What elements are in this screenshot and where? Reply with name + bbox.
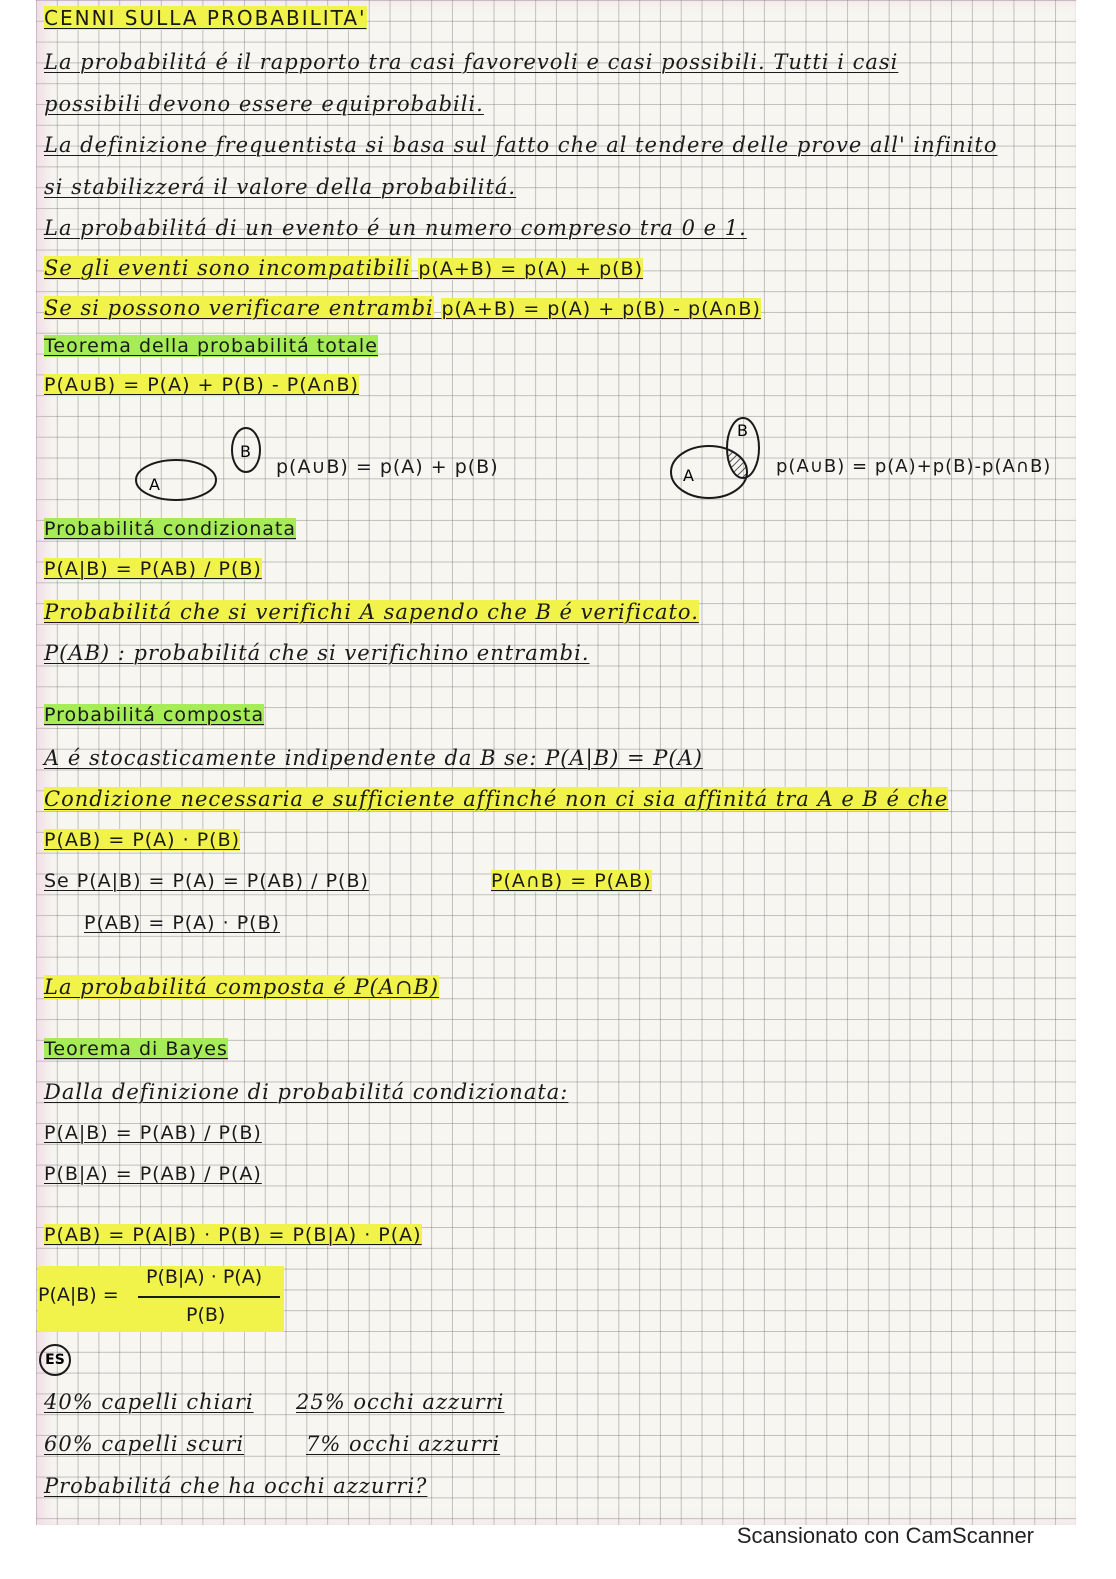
compound-line-5: P(AB) = P(A) · P(B) <box>84 912 281 934</box>
compound-heading: Probabilitá composta <box>44 704 265 726</box>
venn-disjoint-formula: p(A∪B) = p(A) + p(B) <box>276 456 499 478</box>
bayes-formula-denominator: P(B) <box>186 1304 226 1326</box>
intro-line-3: La definizione frequentista si basa sul fatto che al tendere delle prove all' infinito <box>44 133 998 157</box>
total-probability-formula: P(A∪B) = P(A) + P(B) - P(A∩B) <box>44 374 359 396</box>
example-row-1-right: 25% occhi azzurri <box>296 1390 505 1414</box>
total-probability-heading: Teorema della probabilitá totale <box>44 335 378 357</box>
intro-line-4: si stabilizzerá il valore della probabilitá. <box>44 175 517 199</box>
bayes-fraction-bar <box>138 1296 280 1298</box>
example-row-2-right: 7% occhi azzurri <box>306 1432 501 1456</box>
venn-overlap-diagram <box>661 410 771 505</box>
compound-line-6: La probabilitá composta é P(A∩B) <box>44 975 440 999</box>
example-question: Probabilitá che ha occhi azzurri? <box>44 1474 428 1498</box>
bayes-formula-numerator: P(B|A) · P(A) <box>146 1266 263 1288</box>
intro-line-2: possibili devono essere equiprobabili. <box>44 92 484 116</box>
page-title: CENNI SULLA PROBABILITA' <box>44 6 367 30</box>
venn-disjoint-diagram <box>131 420 271 505</box>
compound-line-4-note: P(A∩B) = P(AB) <box>491 870 652 892</box>
intro-line-5: La probabilitá di un evento é un numero compreso tra 0 e 1. <box>44 216 747 240</box>
example-row-2-left: 60% capelli scuri <box>44 1432 245 1456</box>
compound-line-2: Condizione necessaria e sufficiente affinché non ci sia affinitá tra A e B é che <box>44 787 949 811</box>
bayes-line-3: P(B|A) = P(AB) / P(A) <box>44 1163 262 1185</box>
compound-line-4: Se P(A|B) = P(A) = P(AB) / P(B) <box>44 870 369 892</box>
venn-overlap-label-a: A <box>683 466 694 485</box>
example-badge: ES <box>39 1344 71 1376</box>
incompatible-text: Se gli eventi sono incompatibili <box>44 256 411 280</box>
incompatible-row <box>44 256 643 280</box>
venn-overlap-label-b: B <box>737 421 748 440</box>
scanner-watermark: Scansionato con CamScanner <box>736 1523 1034 1548</box>
both-row <box>44 296 761 320</box>
conditional-desc-2: P(AB) : probabilitá che si verifichino entrambi. <box>44 641 590 665</box>
both-text: Se si possono verificare entrambi <box>44 296 434 320</box>
venn-overlap-formula: p(A∪B) = p(A)+p(B)-p(A∩B) <box>776 456 1052 477</box>
example-row-1-left: 40% capelli chiari <box>44 1390 254 1414</box>
venn-disjoint-label-b: B <box>240 442 251 461</box>
compound-line-3: P(AB) = P(A) · P(B) <box>44 829 241 851</box>
bayes-formula <box>38 1266 284 1332</box>
conditional-formula: P(A|B) = P(AB) / P(B) <box>44 558 262 580</box>
bayes-formula-lhs: P(A|B) = <box>38 1284 119 1306</box>
conditional-desc-1: Probabilitá che si verifichi A sapendo che B é verificato. <box>44 600 699 624</box>
bayes-heading: Teorema di Bayes <box>44 1038 228 1060</box>
bayes-line-2: P(A|B) = P(AB) / P(B) <box>44 1122 262 1144</box>
notebook-page <box>36 0 1076 1525</box>
compound-line-1: A é stocasticamente indipendente da B se: P(A|B) = P(A) <box>44 746 703 770</box>
both-formula: p(A+B) = p(A) + p(B) - p(A∩B) <box>441 298 761 320</box>
venn-disjoint-label-a: A <box>149 475 160 494</box>
venn-disjoint-set-a <box>136 460 216 500</box>
intro-line-1: La probabilitá é il rapporto tra casi favorevoli e casi possibili. Tutti i casi <box>44 50 899 74</box>
bayes-line-4: P(AB) = P(A|B) · P(B) = P(B|A) · P(A) <box>44 1224 422 1246</box>
bayes-line-1: Dalla definizione di probabilitá condizionata: <box>44 1080 569 1104</box>
incompatible-formula: p(A+B) = p(A) + p(B) <box>418 258 643 280</box>
conditional-heading: Probabilitá condizionata <box>44 518 296 540</box>
